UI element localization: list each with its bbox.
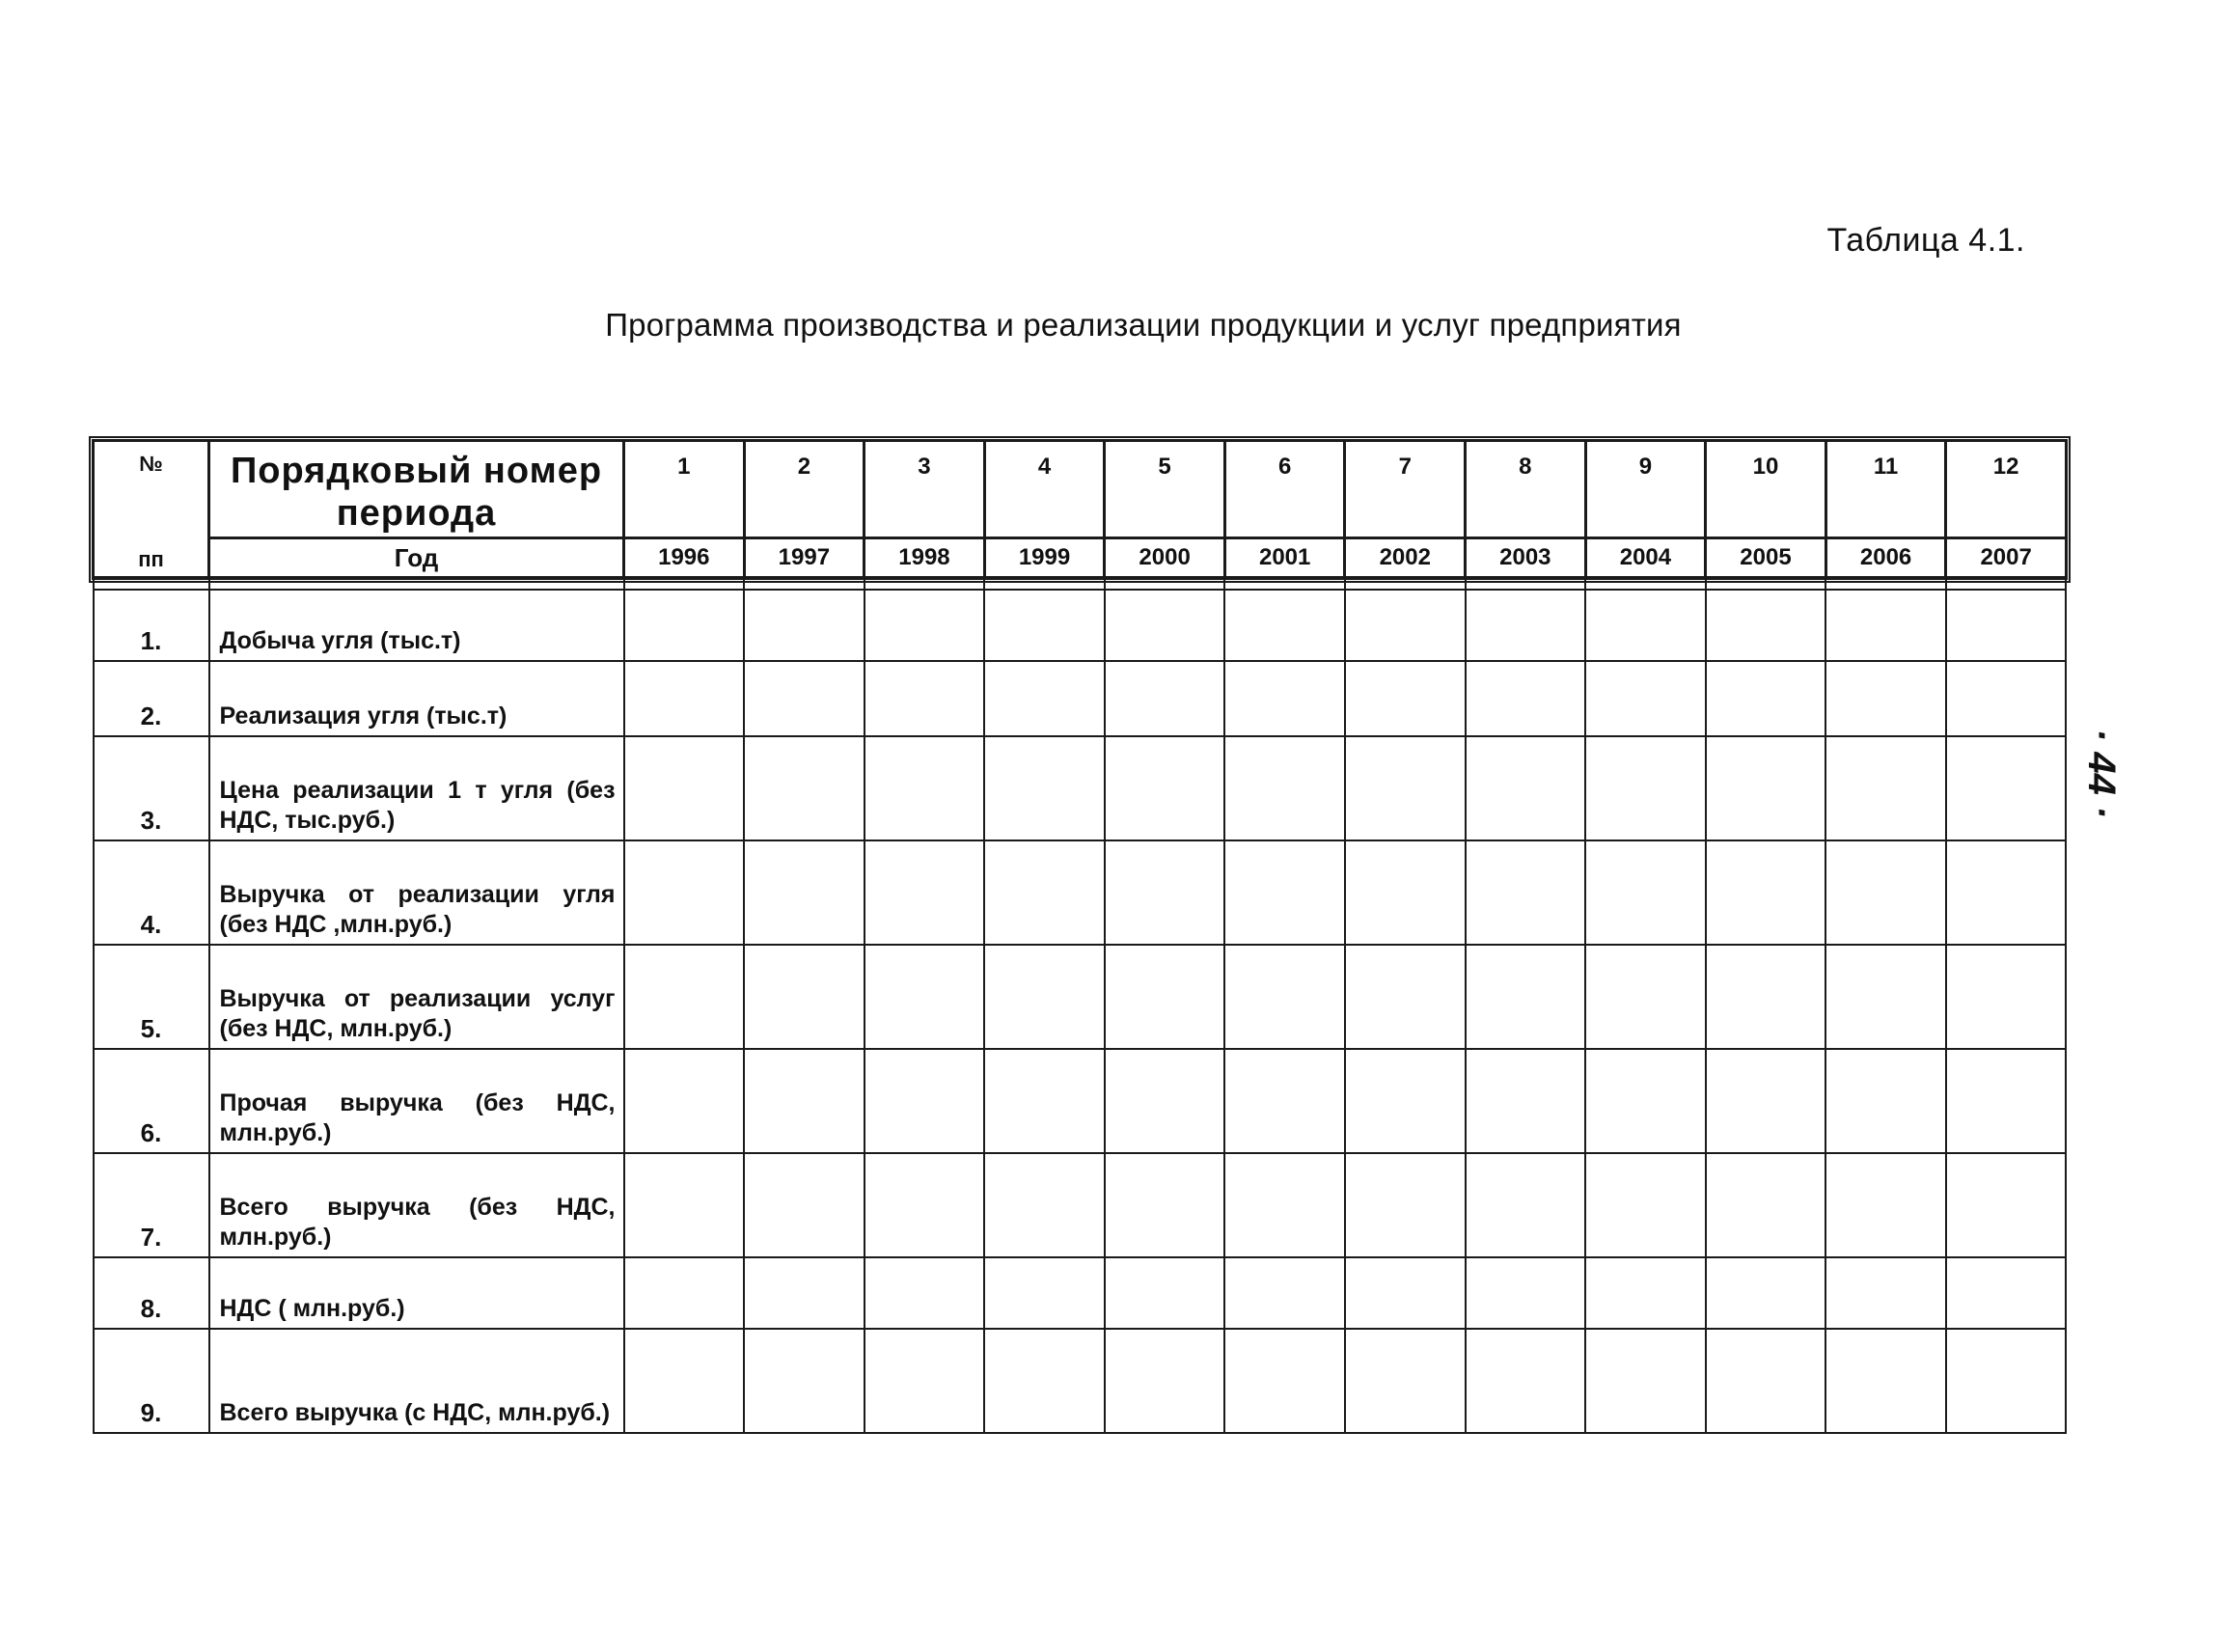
row-number: 7. — [94, 1153, 209, 1257]
empty-cell — [624, 661, 745, 736]
header-period-number: 12 — [1946, 441, 2067, 538]
empty-cell — [1345, 1049, 1466, 1153]
empty-cell — [1224, 736, 1345, 840]
empty-cell — [624, 1257, 745, 1329]
row-number: 3. — [94, 736, 209, 840]
empty-cell — [1706, 590, 1826, 661]
empty-cell — [1825, 840, 1946, 945]
empty-cell — [744, 1153, 864, 1257]
header-period-number: 8 — [1466, 441, 1586, 538]
empty-cell — [744, 840, 864, 945]
empty-cell — [864, 840, 985, 945]
table-body — [94, 578, 2067, 1434]
header-year: 1999 — [984, 538, 1105, 578]
table-number-label: Таблица 4.1. — [1826, 222, 2025, 259]
empty-cell — [1585, 1153, 1706, 1257]
row-number: 8. — [94, 1257, 209, 1329]
empty-cell — [1224, 661, 1345, 736]
empty-cell — [624, 1153, 745, 1257]
table-row — [94, 945, 2067, 1049]
empty-cell — [1585, 736, 1706, 840]
empty-cell — [1345, 840, 1466, 945]
empty-cell — [1946, 1257, 2067, 1329]
row-indicator-name: Добыча угля (тыс.т) — [209, 590, 624, 661]
spacer-row — [94, 578, 2067, 591]
empty-cell — [1105, 1257, 1225, 1329]
empty-cell — [984, 1257, 1105, 1329]
header-period-number: 1 — [624, 441, 745, 538]
empty-cell — [1466, 661, 1586, 736]
empty-cell — [1345, 1329, 1466, 1433]
header-year: 2002 — [1345, 538, 1466, 578]
empty-cell — [984, 1329, 1105, 1433]
empty-cell — [744, 1049, 864, 1153]
empty-cell — [864, 1329, 985, 1433]
empty-cell — [1946, 840, 2067, 945]
empty-cell — [1345, 661, 1466, 736]
empty-cell — [1466, 1257, 1586, 1329]
empty-cell — [1105, 736, 1225, 840]
empty-cell — [984, 1153, 1105, 1257]
table-row — [94, 1153, 2067, 1257]
row-number: 5. — [94, 945, 209, 1049]
header-year: 2003 — [1466, 538, 1586, 578]
empty-cell — [744, 1329, 864, 1433]
empty-cell — [1706, 1329, 1826, 1433]
empty-cell — [1946, 590, 2067, 661]
empty-cell — [984, 840, 1105, 945]
empty-cell — [1105, 1153, 1225, 1257]
row-indicator-name: Всего выручка (без НДС, млн.руб.) — [209, 1153, 624, 1257]
empty-cell — [1345, 590, 1466, 661]
empty-cell — [1105, 840, 1225, 945]
empty-cell — [1224, 590, 1345, 661]
empty-cell — [1825, 590, 1946, 661]
header-year: 2000 — [1105, 538, 1225, 578]
empty-cell — [1825, 1257, 1946, 1329]
empty-cell — [1946, 1153, 2067, 1257]
header-number-sign: № — [139, 452, 163, 476]
empty-cell — [744, 590, 864, 661]
empty-cell — [1706, 945, 1826, 1049]
empty-cell — [984, 590, 1105, 661]
row-number: 4. — [94, 840, 209, 945]
row-indicator-name: НДС ( млн.руб.) — [209, 1257, 624, 1329]
empty-cell — [1105, 1049, 1225, 1153]
row-indicator-name: Цена реализации 1 т угля (без НДС, тыс.руб.) — [209, 736, 624, 840]
empty-cell — [1825, 945, 1946, 1049]
empty-cell — [1946, 661, 2067, 736]
empty-cell — [1466, 840, 1586, 945]
empty-cell — [1466, 590, 1586, 661]
empty-cell — [1345, 736, 1466, 840]
empty-cell — [1706, 736, 1826, 840]
empty-cell — [1946, 1329, 2067, 1433]
header-year: 1996 — [624, 538, 745, 578]
header-period-number: 7 — [1345, 441, 1466, 538]
table-row — [94, 590, 2067, 661]
document-title: Программа производства и реализации продукции и услуг предприятия — [605, 307, 1682, 343]
header-year: 2004 — [1585, 538, 1706, 578]
empty-cell — [1105, 661, 1225, 736]
empty-cell — [864, 945, 985, 1049]
empty-cell — [1825, 1329, 1946, 1433]
table-row — [94, 1329, 2067, 1433]
empty-cell — [1825, 661, 1946, 736]
empty-cell — [1466, 736, 1586, 840]
empty-cell — [624, 590, 745, 661]
empty-cell — [1224, 1329, 1345, 1433]
table-row — [94, 736, 2067, 840]
empty-cell — [1585, 590, 1706, 661]
empty-cell — [1585, 1257, 1706, 1329]
header-period-number: 4 — [984, 441, 1105, 538]
empty-cell — [1585, 661, 1706, 736]
empty-cell — [1105, 1329, 1225, 1433]
empty-cell — [1345, 1257, 1466, 1329]
empty-cell — [1224, 840, 1345, 945]
empty-cell — [624, 945, 745, 1049]
header-pp-label: пп — [138, 547, 164, 571]
empty-cell — [864, 1049, 985, 1153]
empty-cell — [984, 661, 1105, 736]
empty-cell — [984, 1049, 1105, 1153]
empty-cell — [1105, 590, 1225, 661]
header-period-number: 5 — [1105, 441, 1225, 538]
empty-cell — [744, 736, 864, 840]
empty-cell — [984, 945, 1105, 1049]
empty-cell — [1345, 945, 1466, 1049]
empty-cell — [1224, 1257, 1345, 1329]
empty-cell — [1706, 1153, 1826, 1257]
empty-cell — [864, 1257, 985, 1329]
table-row — [94, 1049, 2067, 1153]
empty-cell — [1224, 1049, 1345, 1153]
empty-cell — [1105, 945, 1225, 1049]
row-indicator-name: Прочая выручка (без НДС, млн.руб.) — [209, 1049, 624, 1153]
empty-cell — [1585, 840, 1706, 945]
table-row — [94, 661, 2067, 736]
empty-cell — [1466, 1153, 1586, 1257]
header-year: 2006 — [1825, 538, 1946, 578]
header-period-number: 10 — [1706, 441, 1826, 538]
empty-cell — [624, 736, 745, 840]
header-period-number: 6 — [1224, 441, 1345, 538]
table-header — [94, 441, 2067, 578]
empty-cell — [1946, 945, 2067, 1049]
empty-cell — [744, 945, 864, 1049]
header-period-number: 9 — [1585, 441, 1706, 538]
row-indicator-name: Выручка от реализации угля (без НДС ,млн.руб.) — [209, 840, 624, 945]
empty-cell — [864, 736, 985, 840]
row-number: 2. — [94, 661, 209, 736]
empty-cell — [1825, 1049, 1946, 1153]
production-program-table — [92, 439, 2068, 1434]
empty-cell — [1585, 1049, 1706, 1153]
empty-cell — [624, 1049, 745, 1153]
empty-cell — [984, 736, 1105, 840]
empty-cell — [1825, 736, 1946, 840]
header-period-label: Порядковый номер периода — [209, 441, 624, 538]
empty-cell — [1224, 945, 1345, 1049]
header-period-number: 11 — [1825, 441, 1946, 538]
empty-cell — [864, 1153, 985, 1257]
page-number-mark: · 44 · — [2080, 729, 2123, 819]
empty-cell — [1466, 1049, 1586, 1153]
empty-cell — [1825, 1153, 1946, 1257]
empty-cell — [1706, 661, 1826, 736]
empty-cell — [744, 661, 864, 736]
empty-cell — [1224, 1153, 1345, 1257]
empty-cell — [1585, 1329, 1706, 1433]
empty-cell — [864, 661, 985, 736]
empty-cell — [624, 1329, 745, 1433]
empty-cell — [1706, 1257, 1826, 1329]
empty-cell — [1585, 945, 1706, 1049]
row-indicator-name: Реализация угля (тыс.т) — [209, 661, 624, 736]
header-year: 2007 — [1946, 538, 2067, 578]
empty-cell — [1466, 1329, 1586, 1433]
header-period-number: 2 — [744, 441, 864, 538]
empty-cell — [1946, 1049, 2067, 1153]
empty-cell — [1706, 840, 1826, 945]
header-year: 1998 — [864, 538, 985, 578]
empty-cell — [624, 840, 745, 945]
row-number: 9. — [94, 1329, 209, 1433]
empty-cell — [1345, 1153, 1466, 1257]
header-period-number: 3 — [864, 441, 985, 538]
header-year-label: Год — [209, 538, 624, 578]
header-year: 1997 — [744, 538, 864, 578]
row-indicator-name: Всего выручка (с НДС, млн.руб.) — [209, 1329, 624, 1433]
row-number: 1. — [94, 590, 209, 661]
empty-cell — [1466, 945, 1586, 1049]
empty-cell — [1706, 1049, 1826, 1153]
header-year: 2005 — [1706, 538, 1826, 578]
empty-cell — [744, 1257, 864, 1329]
empty-cell — [1946, 736, 2067, 840]
header-row-number-cell — [94, 441, 209, 578]
header-year: 2001 — [1224, 538, 1345, 578]
table-row — [94, 1257, 2067, 1329]
table-row — [94, 840, 2067, 945]
row-indicator-name: Выручка от реализации услуг (без НДС, млн.руб.) — [209, 945, 624, 1049]
empty-cell — [864, 590, 985, 661]
row-number: 6. — [94, 1049, 209, 1153]
